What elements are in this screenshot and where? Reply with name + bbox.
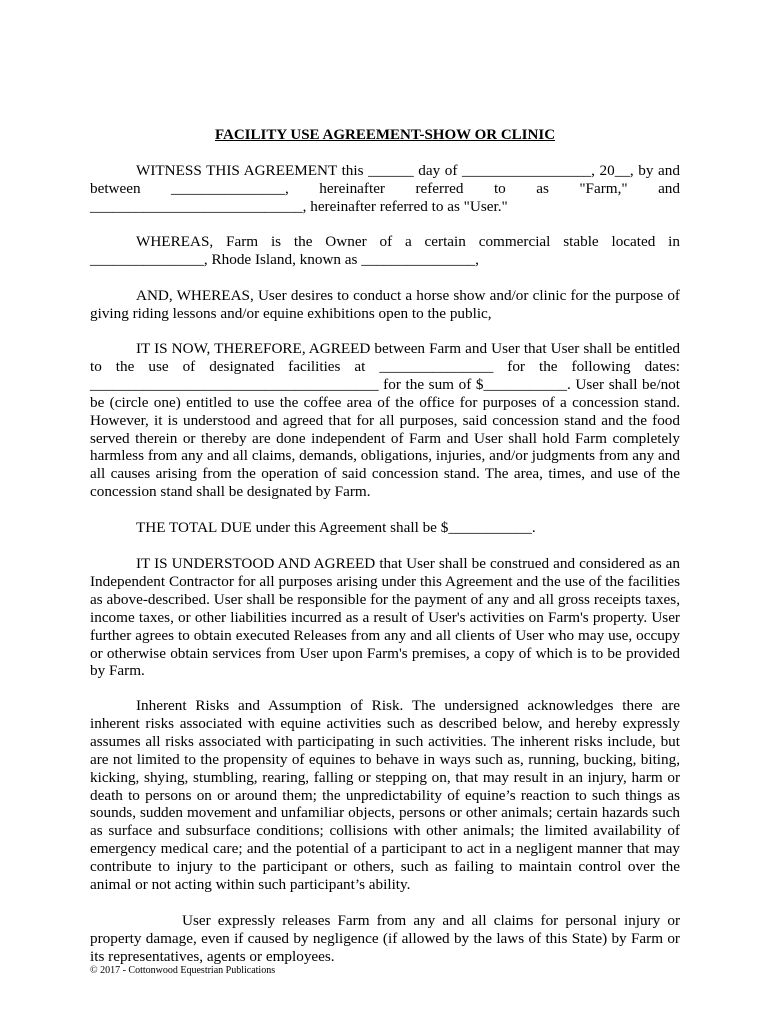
- paragraph-total-due: THE TOTAL DUE under this Agreement shall be $___________.: [136, 519, 536, 536]
- paragraph-release: User expressly releases Farm from any and all claims for personal injury or property damage, even if caused by negligence (if allowed by the laws of this State) by Farm or its representatives, agents or employees.: [90, 912, 680, 965]
- paragraph-independent-contractor: IT IS UNDERSTOOD AND AGREED that User shall be construed and considered as an Independent Contractor for all purposes arising under this Agreement and the use of the facilities as above-described. User shall be responsible for the payment of any and all gross receipts taxes, income taxes, or other liabilities incurred as a result of User's activities on Farm's property. User further agrees to obtain executed Releases from any and all clients of User who may use, occupy or otherwise obtain services from User upon Farm's premises, a copy of which is to be provided by Farm.: [90, 555, 680, 680]
- paragraph-whereas-owner: WHEREAS, Farm is the Owner of a certain commercial stable located in _______________, Rhode Island, known as _______________,: [90, 233, 680, 268]
- paragraph-whereas-user: AND, WHEREAS, User desires to conduct a horse show and/or clinic for the purpose of giving riding lessons and/or equine exhibitions open to the public,: [90, 287, 680, 322]
- document-page: [90, 0, 680, 1024]
- copyright-footer: © 2017 - Cottonwood Equestrian Publications: [90, 965, 276, 976]
- paragraph-inherent-risks: Inherent Risks and Assumption of Risk. The undersigned acknowledges there are inherent risks associated with equine activities such as described below, and hereby expressly assumes all risks associated with participating in such activities. The inherent risks include, but are not limited to the propensity of equines to behave in ways such as, running, bucking, biting, kicking, shying, stumbling, rearing, falling or stepping on, that may result in an injury, harm or death to persons on or around them; the unpredictability of equine’s reaction to such things as sounds, sudden movement and unfamiliar objects, persons or other animals; certain hazards such as surface and subsurface conditions; collisions with other animals; the limited availability of emergency medical care; and the potential of a participant to act in a negligent manner that may contribute to injury to the participant or others, such as failing to maintain control over the animal or not acting within such participant’s ability.: [90, 697, 680, 894]
- document-title: FACILITY USE AGREEMENT-SHOW OR CLINIC: [214, 127, 556, 143]
- paragraph-witness: WITNESS THIS AGREEMENT this ______ day of _________________, 20__, by and between _______________, hereinafter referred to as "Farm," and ____________________________, hereinafter referred to as "User.": [90, 162, 680, 215]
- paragraph-agreed-use: IT IS NOW, THEREFORE, AGREED between Farm and User that User shall be entitled to the use of designated facilities at _______________ for the following dates: ______________________________________ for the sum of $___________. User shall be/not be (circle one) entitled to use the coffee area of the office for purposes of a concession stand. However, it is understood and agreed that for all purposes, said concession stand and the food served therein or thereby are done independent of Farm and User shall hold Farm completely harmless from any and all claims, demands, obligations, injuries, and/or judgments from any and all causes arising from the operation of said concession stand. The area, times, and use of the concession stand shall be designated by Farm.: [90, 340, 680, 501]
